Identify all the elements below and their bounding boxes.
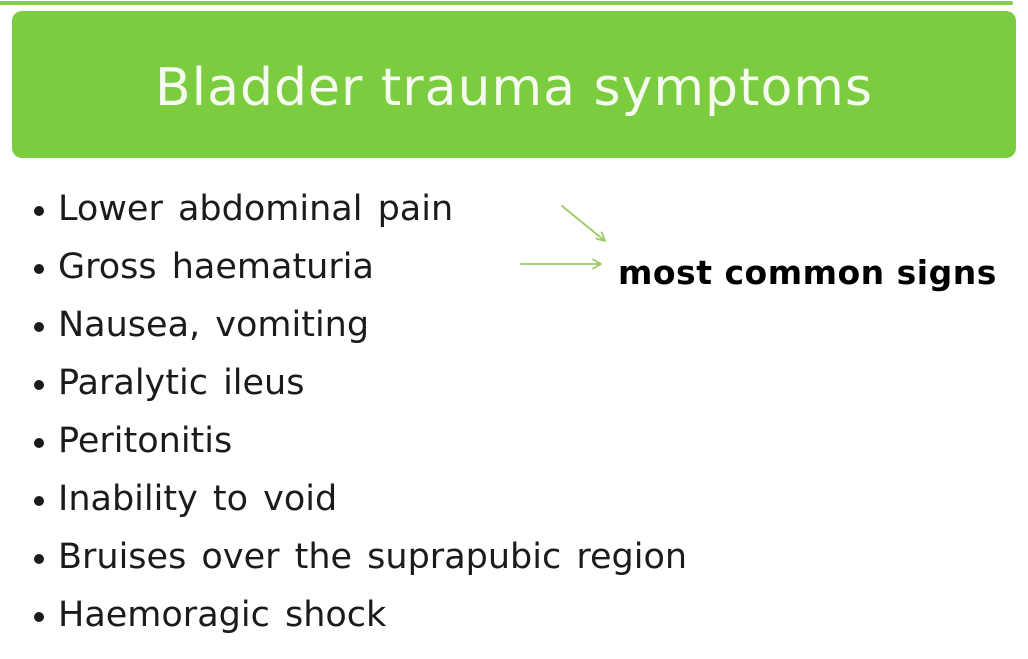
- symptom-text: Bruises over the suprapubic region: [58, 537, 688, 577]
- top-accent-line: [0, 1, 1013, 5]
- bullet-icon: [34, 554, 44, 564]
- annotation-arrows: [510, 195, 630, 280]
- bullet-icon: [34, 322, 44, 332]
- symptom-text: Nausea, vomiting: [58, 305, 370, 345]
- bullet-icon: [34, 438, 44, 448]
- symptom-text: Haemoragic shock: [58, 595, 387, 635]
- symptom-list-item: [28, 528, 1020, 586]
- symptom-text: Gross haematuria: [58, 247, 374, 287]
- symptom-list-item: [28, 586, 1020, 644]
- title-banner: [12, 11, 1016, 158]
- symptom-list-item: [28, 354, 1020, 412]
- bullet-icon: [34, 380, 44, 390]
- bullet-icon: [34, 496, 44, 506]
- symptom-text: Lower abdominal pain: [58, 189, 454, 229]
- annotation-label: most common signs: [618, 253, 997, 292]
- bullet-icon: [34, 612, 44, 622]
- symptom-list-item: [28, 470, 1020, 528]
- bullet-icon: [34, 264, 44, 274]
- symptom-text: Inability to void: [58, 479, 338, 519]
- symptom-text: Paralytic ileus: [58, 363, 305, 403]
- symptom-list-item: [28, 412, 1020, 470]
- right-arrow-icon: [521, 260, 601, 269]
- diagonal-down-right-arrow-icon: [562, 206, 605, 241]
- bullet-icon: [34, 206, 44, 216]
- symptom-text: Peritonitis: [58, 421, 233, 461]
- symptom-list-item: [28, 296, 1020, 354]
- slide-title: Bladder trauma symptoms: [154, 57, 874, 118]
